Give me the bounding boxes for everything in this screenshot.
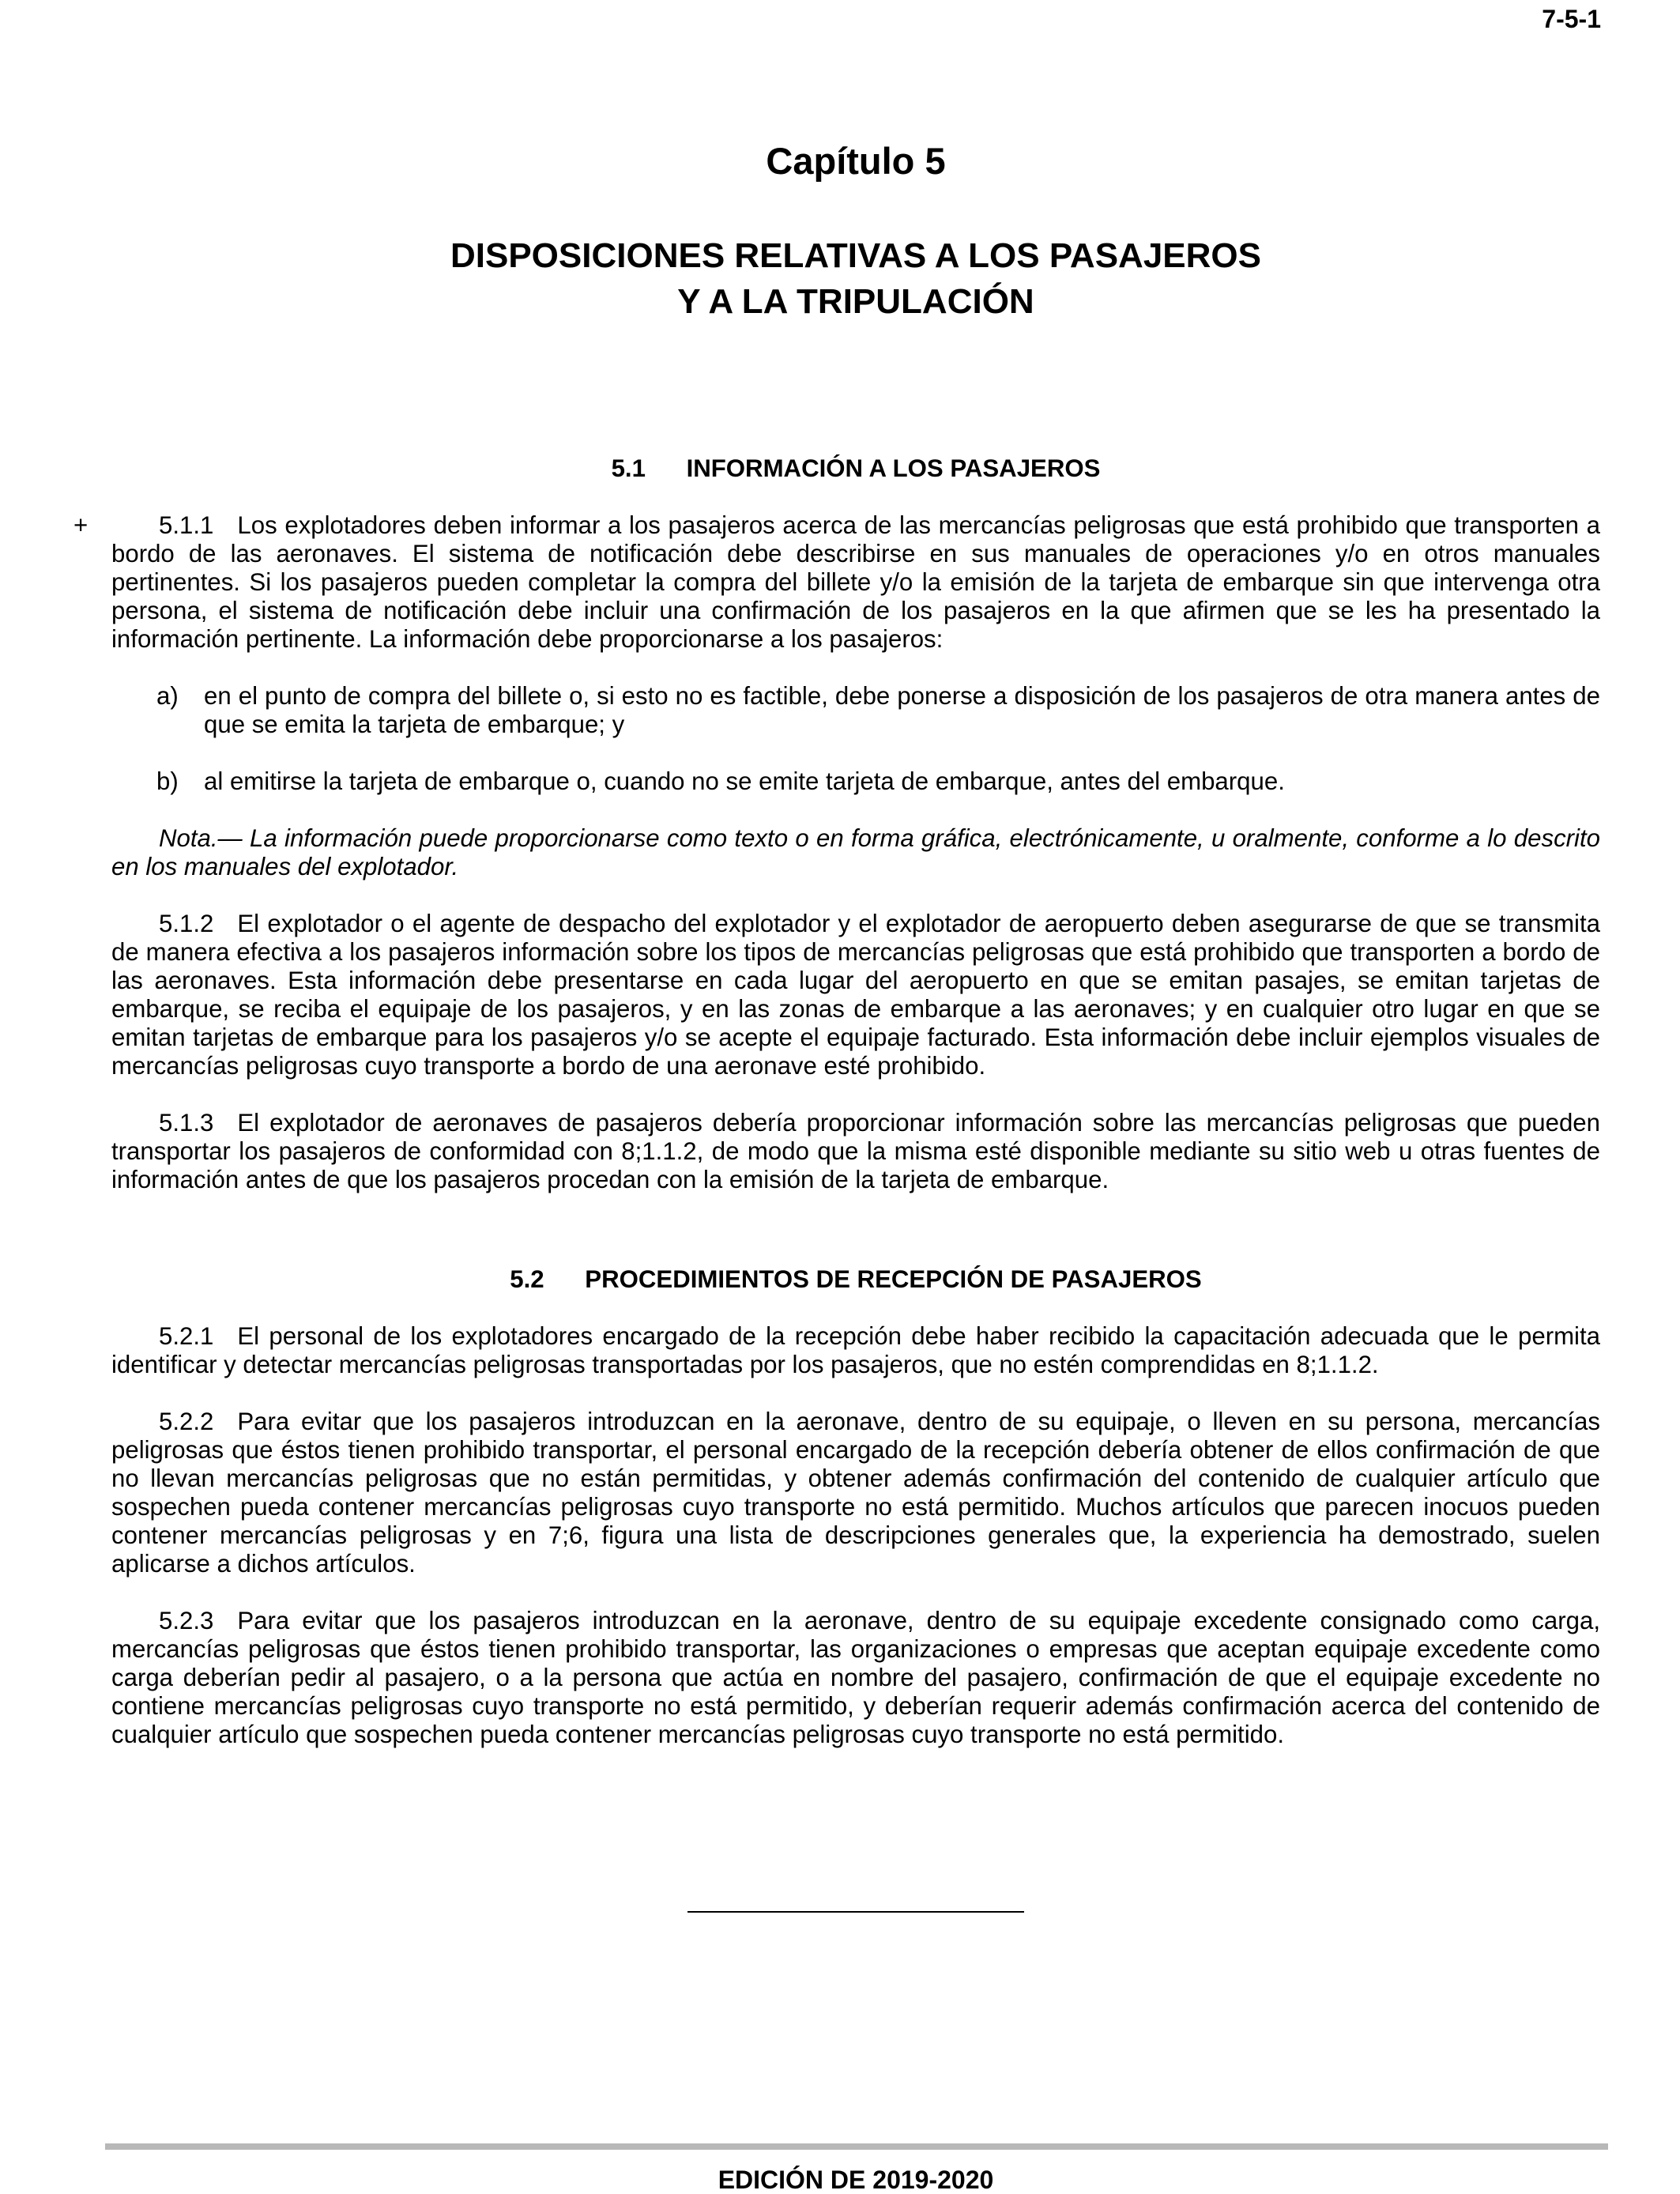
note-label: Nota.— xyxy=(159,824,243,852)
paragraph-5-2-1 xyxy=(111,1322,1600,1379)
section-number: 5.1 xyxy=(611,454,646,482)
paragraph-text: El explotador o el agente de despacho del explotador y el explotador de aeropuerto deben asegurarse de que se transmita de manera efectiva a los pasajeros información sobre los tipos de mercancías peligrosas que está prohibido que transporten a bordo de las aeronaves. Esta información debe presentarse en cada lugar del aeropuerto en que se emitan pasajes, se emitan tarjetas de embarque, se reciba el equipaje de los pasajeros, y en las zonas de embarque a las aeronaves; y en cualquier otro lugar en que se emitan tarjetas de embarque para los pasajeros y/o se acepte el equipaje facturado. Esta información debe incluir ejemplos visuales de mercancías peligrosas cuyo transporte a bordo de una aeronave esté prohibido. xyxy=(111,910,1600,1080)
end-of-chapter-rule xyxy=(687,1911,1024,1913)
section-number: 5.2 xyxy=(510,1265,544,1293)
list-item-b xyxy=(111,767,1600,796)
section-spacer xyxy=(111,1223,1600,1265)
paragraph-5-2-3 xyxy=(111,1607,1600,1749)
document-body xyxy=(73,454,1600,1777)
paragraph-text: El explotador de aeronaves de pasajeros debería proporcionar información sobre las mercancías peligrosas que pueden transportar los pasajeros de conformidad con 8;1.1.2, de modo que la misma esté disponible mediante su sitio web u otras fuentes de información antes de que los pasajeros procedan con la emisión de la tarjeta de embarque. xyxy=(111,1109,1600,1193)
edition-footer: EDICIÓN DE 2019-2020 xyxy=(718,2166,994,2194)
paragraph-number: 5.1.2 xyxy=(159,910,214,937)
paragraph-5-2-2 xyxy=(111,1408,1600,1578)
chapter-title xyxy=(0,233,1680,325)
section-heading-5-2 xyxy=(111,1265,1600,1294)
section-heading-5-1 xyxy=(111,454,1600,483)
paragraph-5-1-2 xyxy=(111,910,1600,1080)
chapter-label: Capítulo 5 xyxy=(766,140,946,182)
chapter-title-line2: Y A LA TRIPULACIÓN xyxy=(677,282,1034,321)
paragraph-number: 5.2.1 xyxy=(159,1322,214,1350)
paragraph-text: Para evitar que los pasajeros introduzcan en la aeronave, dentro de su equipaje excedente consignado como carga, mercancías peligrosas que éstos tienen prohibido transportar, las organizaciones o empresas que aceptan equipaje excedente como carga deberían pedir al pasajero, o a la persona que actúa en nombre del pasajero, confirmación de que el equipaje excedente no contiene mercancías peligrosas cuyo transporte no está permitido, y deberían requerir además confirmación acerca del contenido de cualquier artículo que sospechen pueda contener mercancías peligrosas cuyo transporte no está permitido. xyxy=(111,1607,1600,1748)
chapter-title-line1: DISPOSICIONES RELATIVAS A LOS PASAJEROS xyxy=(450,236,1261,275)
paragraph-text: Los explotadores deben informar a los pasajeros acerca de las mercancías peligrosas que está prohibido que transporten a bordo de las aeronaves. El sistema de notificación debe describirse en sus manuales de operaciones y/o en otros manuales pertinentes. Si los pasajeros pueden completar la compra del billete y/o la emisión de la tarjeta de embarque sin que intervenga otra persona, el sistema de notificación debe incluir una confirmación de los pasajeros en la que afirmen que se les ha presentado la información pertinente. La información debe proporcionarse a los pasajeros: xyxy=(111,511,1600,653)
list-item-text: al emitirse la tarjeta de embarque o, cuando no se emite tarjeta de embarque, antes del embarque. xyxy=(204,767,1285,795)
note xyxy=(111,824,1600,881)
list-item-label: b) xyxy=(156,767,179,795)
paragraph-number: 5.2.3 xyxy=(159,1607,214,1634)
paragraph-5-1-3 xyxy=(111,1109,1600,1194)
paragraph-number: 5.2.2 xyxy=(159,1408,214,1435)
section-title: PROCEDIMIENTOS DE RECEPCIÓN DE PASAJEROS xyxy=(585,1265,1202,1293)
paragraph-text: Para evitar que los pasajeros introduzcan en la aeronave, dentro de su equipaje, o lleven en su persona, mercancías peligrosas que éstos tienen prohibido transportar, el personal encargado de la recepción debería obtener de ellos confirmación de que no llevan mercancías peligrosas que no están permitidas, y obtener además confirmación del contenido de cualquier artículo que sospechen pueda contener mercancías peligrosas cuyo transporte no está permitido. Muchos artículos que parecen inocuos pueden contener mercancías peligrosas y en 7;6, figura una lista de descripciones generales que, la experiencia ha demostrado, suelen aplicarse a dichos artículos. xyxy=(111,1408,1600,1578)
list-item-a xyxy=(111,682,1600,739)
list-item-label: a) xyxy=(156,682,179,710)
paragraph-text: El personal de los explotadores encargado de la recepción debe haber recibido la capacitación adecuada que le permita identificar y detectar mercancías peligrosas transportadas por los pasajeros, que no estén comprendidas en 8;1.1.2. xyxy=(111,1322,1600,1378)
note-text: La información puede proporcionarse como texto o en forma gráfica, electrónicamente, u oralmente, conforme a lo descrito en los manuales del explotador. xyxy=(111,824,1600,880)
paragraph-5-1-1 xyxy=(73,511,1600,654)
list-item-text: en el punto de compra del billete o, si esto no es factible, debe ponerse a disposición de los pasajeros de otra manera antes de que se emita la tarjeta de embarque; y xyxy=(204,682,1600,738)
page-number: 7-5-1 xyxy=(1542,5,1601,33)
paragraph-number: 5.1.3 xyxy=(159,1109,214,1137)
amendment-marker: + xyxy=(73,511,89,539)
paragraph-number: 5.1.1 xyxy=(159,511,214,539)
footer-rule xyxy=(105,2143,1608,2150)
section-title: INFORMACIÓN A LOS PASAJEROS xyxy=(686,454,1101,482)
